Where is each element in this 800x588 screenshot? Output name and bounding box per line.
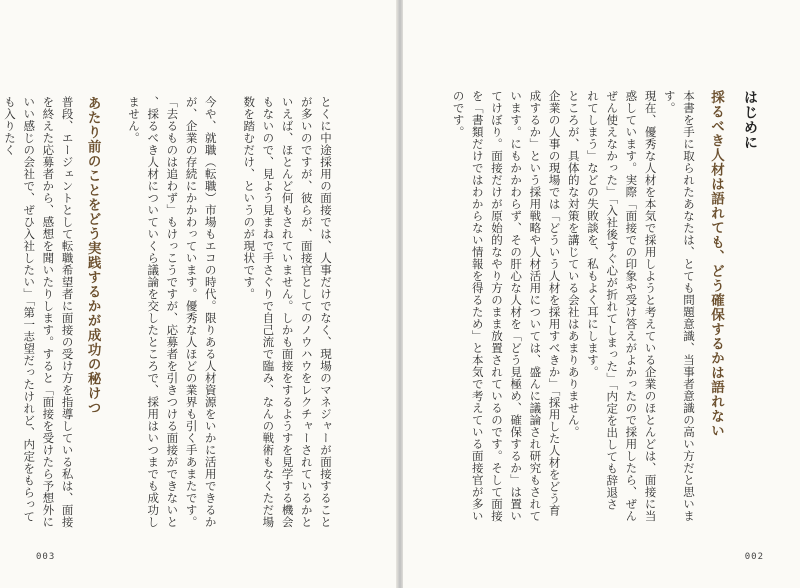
page-number-left: 003 bbox=[36, 552, 56, 562]
right-page bbox=[403, 0, 800, 588]
right-body-text bbox=[448, 90, 762, 522]
left-paragraph-3: 普段、エージェントとして転職希望者に面接の受け方を指導している私は、面接 を終えた応募者から、感想を聞いたりします。すると「面接を受けたら予想外に いい感じの会社で、ぜひ入社したい」「第一志望だったけれど、内定をもらって も入りたく bbox=[2, 96, 75, 528]
page-title: 採るべき人材は語れても、どう確保するかは語れない bbox=[708, 90, 724, 438]
left-paragraph-1: とくに中途採用の面接では、人事だけでなく、現場のマネジャーが面接すること が多いのですが、彼らが、面接官としてのノウハウをレクチャーされているかと いえば、ほとんど何もされていません。しかも面接をするようすを見学する機会 もないので、見よう見まねで手さぐりで自己流で臨み、なんの戦術もなくただ場 数を踏むだけ、というのが現状です。 bbox=[242, 96, 333, 528]
right-paragraph-1: 本書を手に取られたあなたは、とても問題意識、当事者意識の高い方だと思いま す。 bbox=[662, 90, 696, 522]
left-body-text bbox=[0, 96, 335, 528]
right-paragraph-2: 現在、優秀な人材を本気で採用しようと考えている企業のほとんどは、面接に当 惑しています。実際「面接での印象や受け答えがよかったので採用したら、ぜん ぜん使えなかった」「入社後すぐ心が折れてしまった」「内定を出しても辞退さ れてしまう」などの失敗談を、私もよく耳にします。 bbox=[585, 90, 658, 522]
right-paragraph-3: ところが、具体的な対策を講じている会社はあまりありません。 bbox=[566, 90, 581, 438]
page-number-right: 002 bbox=[744, 552, 764, 562]
right-paragraph-4: 企業の人事の現場では「どういう人材を採用すべきか」「採用した人材をどう育 成するか」という採用戦略や人材活用については、盛んに議論され研究もされて います。にもかかわらず、その肝心な人材を「どう見極め、確保するか」は置い てけぼり。面接だけが原始的なやり方のまま放置されているのです。そして面接 を「書類だけではわからない情報を得るため」と本気で考えている面接官が多い のです。 bbox=[451, 90, 562, 522]
left-section-heading: あたり前のことをどう実践するかが成功の秘けつ bbox=[84, 96, 101, 415]
left-paragraph-2: 今や、就職（転職）市場もエコの時代。限りある人材資源をいかに活用できるか が、企業の存続にかかわっています。優秀な人ほどの業界も引く手あまたです。 「去るものは追わず」もけっこうですが、応募者を引きつける面接ができないと 、採るべき人材についていくら議論を交したところで、採用はいつまでも成功し ません。 bbox=[126, 96, 218, 528]
left-page bbox=[0, 0, 397, 588]
section-label: はじめに bbox=[742, 90, 758, 150]
